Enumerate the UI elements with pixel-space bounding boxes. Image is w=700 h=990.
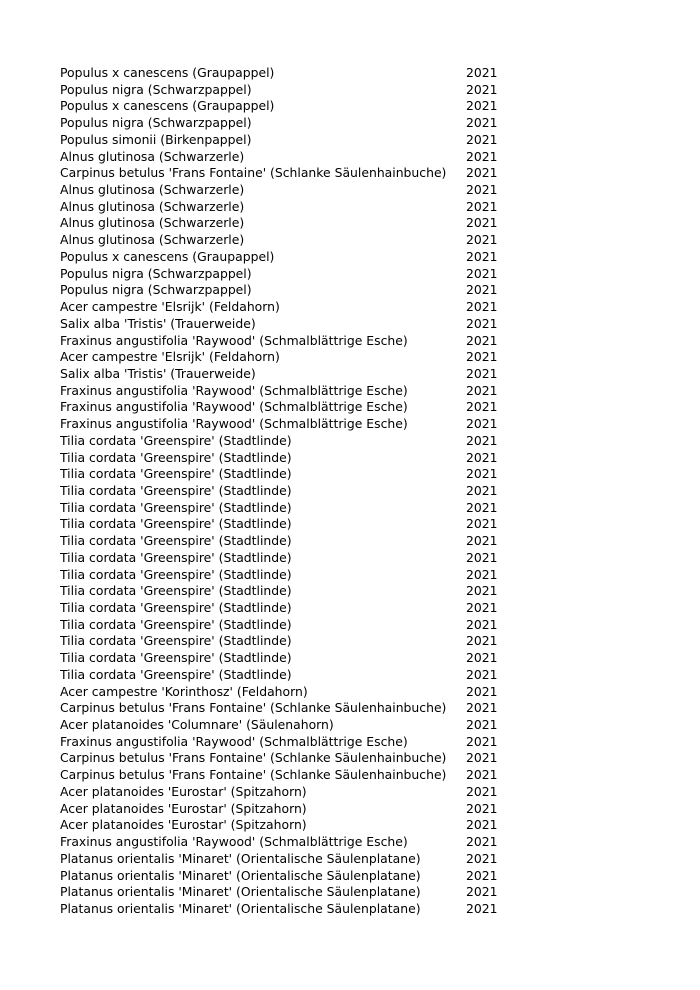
list-item bbox=[60, 433, 500, 450]
tree-species-name: Carpinus betulus 'Frans Fontaine' (Schlanke Säulenhainbuche) bbox=[60, 767, 447, 783]
list-item bbox=[60, 232, 500, 249]
tree-species-name: Carpinus betulus 'Frans Fontaine' (Schlanke Säulenhainbuche) bbox=[60, 165, 447, 181]
tree-list bbox=[60, 65, 500, 918]
planting-year: 2021 bbox=[466, 516, 498, 532]
tree-species-name: Carpinus betulus 'Frans Fontaine' (Schlanke Säulenhainbuche) bbox=[60, 700, 447, 716]
planting-year: 2021 bbox=[466, 182, 498, 198]
list-item bbox=[60, 115, 500, 132]
planting-year: 2021 bbox=[466, 248, 498, 264]
tree-species-name: Tilia cordata 'Greenspire' (Stadtlinde) bbox=[60, 516, 292, 532]
tree-species-name: Tilia cordata 'Greenspire' (Stadtlinde) bbox=[60, 650, 292, 666]
list-item bbox=[60, 550, 500, 567]
planting-year: 2021 bbox=[466, 533, 498, 549]
list-item bbox=[60, 333, 500, 350]
tree-species-name: Fraxinus angustifolia 'Raywood' (Schmalblättrige Esche) bbox=[60, 399, 408, 415]
list-item bbox=[60, 149, 500, 166]
list-item bbox=[60, 65, 500, 82]
planting-year: 2021 bbox=[466, 834, 498, 850]
tree-species-name: Fraxinus angustifolia 'Raywood' (Schmalblättrige Esche) bbox=[60, 416, 408, 432]
planting-year: 2021 bbox=[466, 867, 498, 883]
tree-species-name: Populus nigra (Schwarzpappel) bbox=[60, 115, 252, 131]
planting-year: 2021 bbox=[466, 299, 498, 315]
planting-year: 2021 bbox=[466, 600, 498, 615]
tree-species-name: Tilia cordata 'Greenspire' (Stadtlinde) bbox=[60, 533, 292, 549]
planting-year: 2021 bbox=[466, 315, 498, 331]
planting-year: 2021 bbox=[466, 265, 498, 281]
tree-species-name: Alnus glutinosa (Schwarzerle) bbox=[60, 148, 245, 164]
planting-year: 2021 bbox=[466, 633, 498, 649]
planting-year: 2021 bbox=[466, 399, 498, 415]
planting-year: 2021 bbox=[466, 566, 498, 582]
planting-year: 2021 bbox=[466, 131, 498, 147]
tree-species-name: Platanus orientalis 'Minaret' (Orientalische Säulenplatane) bbox=[60, 884, 421, 900]
tree-species-name: Acer platanoides 'Eurostar' (Spitzahorn) bbox=[60, 783, 307, 799]
planting-year: 2021 bbox=[466, 850, 498, 866]
planting-year: 2021 bbox=[466, 900, 498, 916]
tree-species-name: Alnus glutinosa (Schwarzerle) bbox=[60, 215, 245, 231]
tree-species-name: Alnus glutinosa (Schwarzerle) bbox=[60, 232, 245, 248]
tree-species-name: Populus x canescens (Graupappel) bbox=[60, 248, 275, 264]
list-item bbox=[60, 500, 500, 517]
planting-year: 2021 bbox=[466, 482, 498, 498]
list-item bbox=[60, 450, 500, 467]
tree-species-name: Tilia cordata 'Greenspire' (Stadtlinde) bbox=[60, 633, 292, 649]
list-item bbox=[60, 266, 500, 283]
list-item bbox=[60, 199, 500, 216]
planting-year: 2021 bbox=[466, 215, 498, 231]
list-item bbox=[60, 868, 500, 885]
tree-species-name: Fraxinus angustifolia 'Raywood' (Schmalblättrige Esche) bbox=[60, 382, 408, 398]
planting-year: 2021 bbox=[466, 750, 498, 766]
planting-year: 2021 bbox=[466, 432, 498, 448]
list-item bbox=[60, 583, 500, 600]
list-item bbox=[60, 299, 500, 316]
list-item bbox=[60, 416, 500, 433]
tree-species-name: Platanus orientalis 'Minaret' (Orientalische Säulenplatane) bbox=[60, 867, 421, 883]
list-item bbox=[60, 98, 500, 115]
planting-year: 2021 bbox=[466, 382, 498, 398]
planting-year: 2021 bbox=[466, 449, 498, 465]
tree-species-name: Tilia cordata 'Greenspire' (Stadtlinde) bbox=[60, 499, 292, 515]
planting-year: 2021 bbox=[466, 583, 498, 599]
tree-species-name: Fraxinus angustifolia 'Raywood' (Schmalblättrige Esche) bbox=[60, 332, 408, 348]
list-item bbox=[60, 466, 500, 483]
tree-species-name: Tilia cordata 'Greenspire' (Stadtlinde) bbox=[60, 432, 292, 448]
list-item bbox=[60, 215, 500, 232]
list-item bbox=[60, 667, 500, 684]
tree-species-name: Populus x canescens (Graupappel) bbox=[60, 98, 275, 114]
list-item bbox=[60, 165, 500, 182]
tree-species-name: Tilia cordata 'Greenspire' (Stadtlinde) bbox=[60, 616, 292, 632]
planting-year: 2021 bbox=[466, 549, 498, 565]
list-item bbox=[60, 817, 500, 834]
planting-year: 2021 bbox=[466, 616, 498, 632]
planting-year: 2021 bbox=[466, 783, 498, 799]
tree-species-name: Tilia cordata 'Greenspire' (Stadtlinde) bbox=[60, 666, 292, 682]
tree-species-name: Populus x canescens (Graupappel) bbox=[60, 65, 275, 80]
planting-year: 2021 bbox=[466, 98, 498, 114]
planting-year: 2021 bbox=[466, 365, 498, 381]
planting-year: 2021 bbox=[466, 650, 498, 666]
planting-year: 2021 bbox=[466, 65, 498, 80]
list-item bbox=[60, 851, 500, 868]
list-item bbox=[60, 282, 500, 299]
list-item bbox=[60, 516, 500, 533]
list-item bbox=[60, 801, 500, 818]
planting-year: 2021 bbox=[466, 416, 498, 432]
tree-species-name: Tilia cordata 'Greenspire' (Stadtlinde) bbox=[60, 566, 292, 582]
tree-species-name: Populus nigra (Schwarzpappel) bbox=[60, 81, 252, 97]
list-item bbox=[60, 834, 500, 851]
planting-year: 2021 bbox=[466, 115, 498, 131]
tree-species-name: Platanus orientalis 'Minaret' (Orientalische Säulenplatane) bbox=[60, 900, 421, 916]
list-item bbox=[60, 567, 500, 584]
list-item bbox=[60, 399, 500, 416]
list-item bbox=[60, 349, 500, 366]
tree-species-name: Carpinus betulus 'Frans Fontaine' (Schlanke Säulenhainbuche) bbox=[60, 750, 447, 766]
list-item bbox=[60, 533, 500, 550]
planting-year: 2021 bbox=[466, 717, 498, 733]
list-item bbox=[60, 82, 500, 99]
tree-species-name: Populus nigra (Schwarzpappel) bbox=[60, 282, 252, 298]
planting-year: 2021 bbox=[466, 733, 498, 749]
planting-year: 2021 bbox=[466, 466, 498, 482]
tree-species-name: Acer campestre 'Elsrijk' (Feldahorn) bbox=[60, 349, 280, 365]
tree-species-name: Acer platanoides 'Columnare' (Säulenahorn) bbox=[60, 717, 334, 733]
planting-year: 2021 bbox=[466, 165, 498, 181]
list-item bbox=[60, 734, 500, 751]
planting-year: 2021 bbox=[466, 81, 498, 97]
planting-year: 2021 bbox=[466, 817, 498, 833]
list-item bbox=[60, 182, 500, 199]
list-item bbox=[60, 784, 500, 801]
tree-species-name: Populus simonii (Birkenpappel) bbox=[60, 131, 252, 147]
list-item bbox=[60, 249, 500, 266]
planting-year: 2021 bbox=[466, 700, 498, 716]
list-item bbox=[60, 750, 500, 767]
tree-species-name: Salix alba 'Tristis' (Trauerweide) bbox=[60, 365, 256, 381]
list-item bbox=[60, 650, 500, 667]
tree-species-name: Acer campestre 'Elsrijk' (Feldahorn) bbox=[60, 299, 280, 315]
tree-species-name: Tilia cordata 'Greenspire' (Stadtlinde) bbox=[60, 449, 292, 465]
list-item bbox=[60, 884, 500, 901]
list-item bbox=[60, 767, 500, 784]
tree-species-name: Acer platanoides 'Eurostar' (Spitzahorn) bbox=[60, 800, 307, 816]
planting-year: 2021 bbox=[466, 884, 498, 900]
tree-species-name: Acer platanoides 'Eurostar' (Spitzahorn) bbox=[60, 817, 307, 833]
list-item bbox=[60, 132, 500, 149]
planting-year: 2021 bbox=[466, 683, 498, 699]
list-item bbox=[60, 617, 500, 634]
planting-year: 2021 bbox=[466, 800, 498, 816]
tree-species-name: Tilia cordata 'Greenspire' (Stadtlinde) bbox=[60, 482, 292, 498]
tree-species-name: Alnus glutinosa (Schwarzerle) bbox=[60, 198, 245, 214]
planting-year: 2021 bbox=[466, 499, 498, 515]
list-item bbox=[60, 633, 500, 650]
tree-species-name: Tilia cordata 'Greenspire' (Stadtlinde) bbox=[60, 583, 292, 599]
planting-year: 2021 bbox=[466, 666, 498, 682]
tree-species-name: Tilia cordata 'Greenspire' (Stadtlinde) bbox=[60, 600, 292, 615]
planting-year: 2021 bbox=[466, 232, 498, 248]
tree-species-name: Populus nigra (Schwarzpappel) bbox=[60, 265, 252, 281]
planting-year: 2021 bbox=[466, 198, 498, 214]
list-item bbox=[60, 383, 500, 400]
tree-species-name: Fraxinus angustifolia 'Raywood' (Schmalblättrige Esche) bbox=[60, 733, 408, 749]
list-item bbox=[60, 366, 500, 383]
list-item bbox=[60, 700, 500, 717]
tree-species-name: Salix alba 'Tristis' (Trauerweide) bbox=[60, 315, 256, 331]
list-item bbox=[60, 901, 500, 918]
tree-species-name: Alnus glutinosa (Schwarzerle) bbox=[60, 182, 245, 198]
planting-year: 2021 bbox=[466, 148, 498, 164]
list-item bbox=[60, 483, 500, 500]
tree-species-name: Fraxinus angustifolia 'Raywood' (Schmalblättrige Esche) bbox=[60, 834, 408, 850]
tree-species-name: Tilia cordata 'Greenspire' (Stadtlinde) bbox=[60, 466, 292, 482]
planting-year: 2021 bbox=[466, 282, 498, 298]
tree-species-name: Tilia cordata 'Greenspire' (Stadtlinde) bbox=[60, 549, 292, 565]
planting-year: 2021 bbox=[466, 332, 498, 348]
list-item bbox=[60, 684, 500, 701]
list-item bbox=[60, 717, 500, 734]
tree-species-name: Acer campestre 'Korinthosz' (Feldahorn) bbox=[60, 683, 308, 699]
planting-year: 2021 bbox=[466, 349, 498, 365]
list-item bbox=[60, 600, 500, 617]
tree-species-name: Platanus orientalis 'Minaret' (Orientalische Säulenplatane) bbox=[60, 850, 421, 866]
list-item bbox=[60, 316, 500, 333]
planting-year: 2021 bbox=[466, 767, 498, 783]
